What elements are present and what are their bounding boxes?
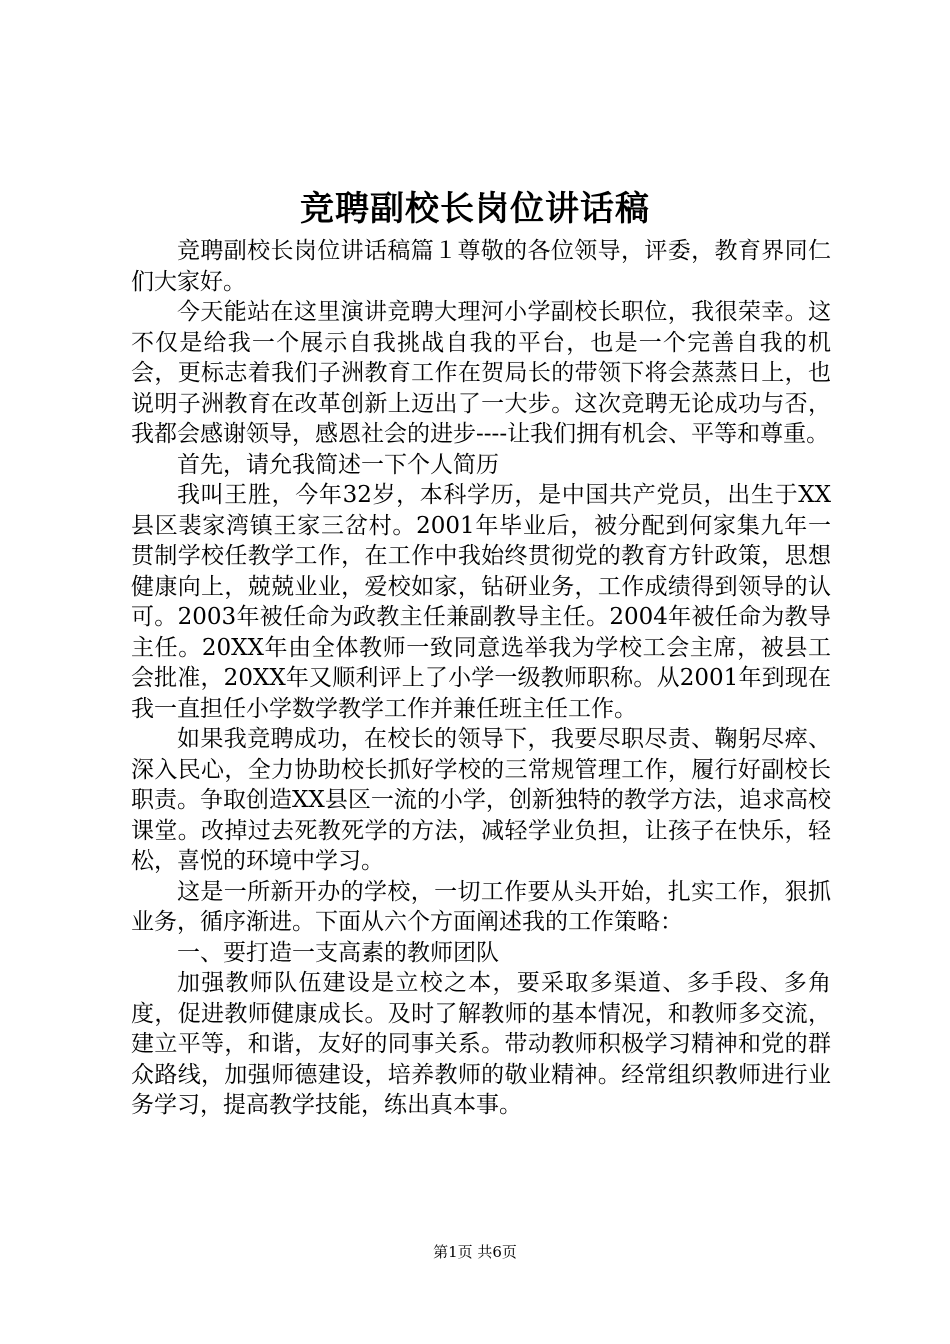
paragraph-7: 加强教师队伍建设是立校之本，要采取多渠道、多手段、多角度，促进教师健康成长。及时了解教师的基本情况，和教师多交流，建立平等，和谐，友好的同事关系。带动教师积极学习精神和党的群众路线，加强师德建设，培养教师的敬业精神。经常组织教师进行业务学习，提高教学技能，练出真本事。	[131, 970, 831, 1118]
paragraph-4: 我叫王胜，今年32岁，本科学历，是中国共产党员，出生于XX县区裴家湾镇王家三岔村。2001年毕业后，被分配到何家集九年一贯制学校任教学工作，在工作中我始终贯彻党的教育方针政策，思想健康向上，兢兢业业，爱校如家，钻研业务，工作成绩得到领导的认可。2003年被任命为政教主任兼副教导主任。2004年被任命为教导主任。20XX年由全体教师一致同意选举我为学校工会主席，被县工会批准，20XX年又顺利评上了小学一级教师职称。从2001年到现在我一直担任小学数学教学工作并兼任班主任工作。	[131, 482, 831, 722]
paragraph-2: 今天能站在这里演讲竞聘大理河小学副校长职位，我很荣幸。这不仅是给我一个展示自我挑战自我的平台，也是一个完善自我的机会，更标志着我们子洲教育工作在贺局长的带领下将会蒸蒸日上，也说明子洲教育在改革创新上迈出了一大步。这次竞聘无论成功与否，我都会感谢领导，感恩社会的进步----让我们拥有机会、平等和尊重。	[131, 299, 831, 447]
paragraph-3: 首先，请允我简述一下个人简历	[177, 451, 499, 478]
paragraph-5: 如果我竞聘成功，在校长的领导下，我要尽职尽责、鞠躬尽瘁、深入民心，全力协助校长抓好学校的三常规管理工作，履行好副校长职责。争取创造XX县区一流的小学，创新独特的教学方法，追求高校课堂。改掉过去死教死学的方法，减轻学业负担，让孩子在快乐，轻松，喜悦的环境中学习。	[131, 726, 831, 874]
document-body	[131, 236, 831, 1121]
paragraph-6: 这是一所新开办的学校，一切工作要从头开始，扎实工作，狠抓业务，循序渐进。下面从六个方面阐述我的工作策略：	[131, 878, 831, 935]
document-title: 竞聘副校长岗位讲话稿	[300, 189, 650, 229]
paragraph-1: 竞聘副校长岗位讲话稿篇１尊敬的各位领导，评委，教育界同仁们大家好。	[131, 238, 831, 295]
section-heading-1: 一、要打造一支高素的教师团队	[177, 939, 499, 966]
page-number-footer: 第1页 共6页	[433, 1243, 517, 1261]
